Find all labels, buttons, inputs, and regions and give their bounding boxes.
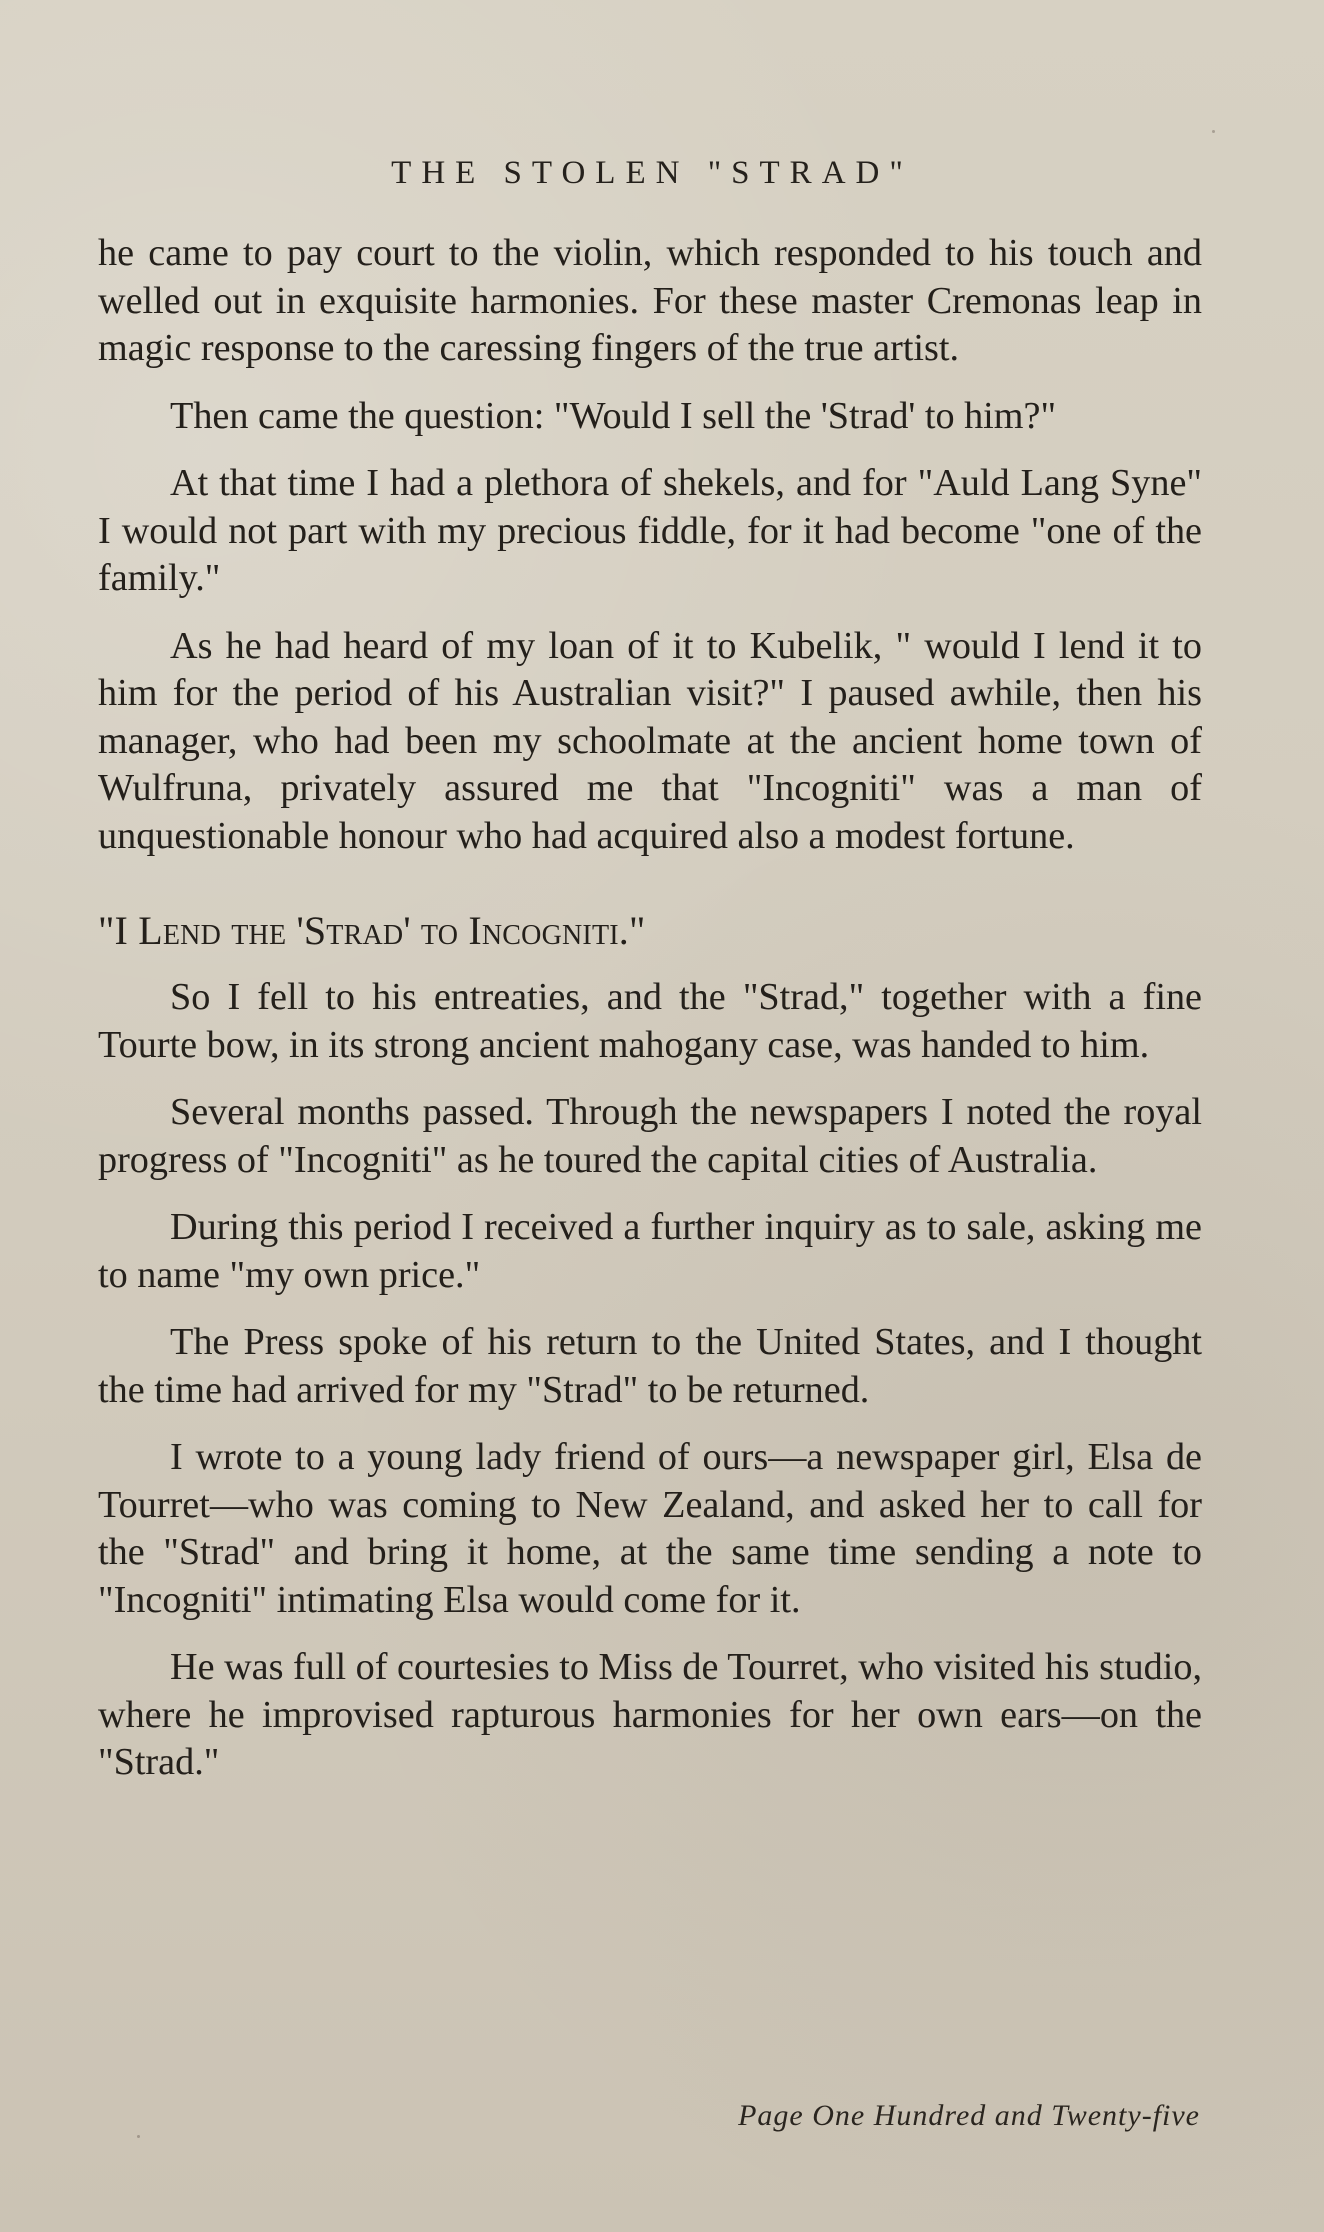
paper-spot [1212,130,1215,133]
paragraph-7: During this period I received a further inquiry as to sale, asking me to name "my own price." [98,1206,1202,1296]
paragraph-3: At that time I had a plethora of shekels, and for "Auld Lang Syne" I would not part with my precious fiddle, for it had become "one of the family." [98,462,1202,599]
paragraph-10: He was full of courtesies to Miss de Tourret, who visited his studio, where he improvised rapturous harmonies for her own ears—on the "Strad." [98,1646,1202,1783]
section-heading: "I Lend the 'Strad' to Incogniti." [98,908,646,953]
paragraph-8: The Press spoke of his return to the United States, and I thought the time had arrived for my "Strad" to be returned. [98,1321,1202,1411]
running-head: THE STOLEN "STRAD" [391,155,913,191]
page-number: Page One Hundred and Twenty-five [738,2099,1200,2132]
paper-spot [152,1713,157,1718]
paragraph-5: So I fell to his entreaties, and the "Strad," together with a fine Tourte bow, in its strong ancient mahogany case, was handed to him. [98,976,1202,1066]
paragraph-4: As he had heard of my loan of it to Kubelik, " would I lend it to him for the period of his Australian visit?" I paused awhile, then his manager, who had been my schoolmate at the ancient home town of Wulfruna, privately assured me that "Incogniti" was a man of unquestionable honour who had acquired also a modest fortune. [98,624,1202,857]
page-body [98,230,1202,1807]
paragraph-9: I wrote to a young lady friend of ours—a newspaper girl, Elsa de Tourret—who was coming to New Zealand, and asked her to call for the "Strad" and bring it home, at the same time sending a note to "Incogniti" intimating Elsa would come for it. [98,1436,1202,1621]
paper-spot [137,2135,140,2138]
paragraph-2: Then came the question: "Would I sell the 'Strad' to him?" [170,394,1057,437]
paragraph-6: Several months passed. Through the newspapers I noted the royal progress of "Incogniti" as he toured the capital cities of Australia. [98,1091,1202,1181]
paragraph-1: he came to pay court to the violin, which responded to his touch and welled out in exquisite harmonies. For these master Cremonas leap in magic response to the caressing fingers of the true artist. [98,232,1202,369]
